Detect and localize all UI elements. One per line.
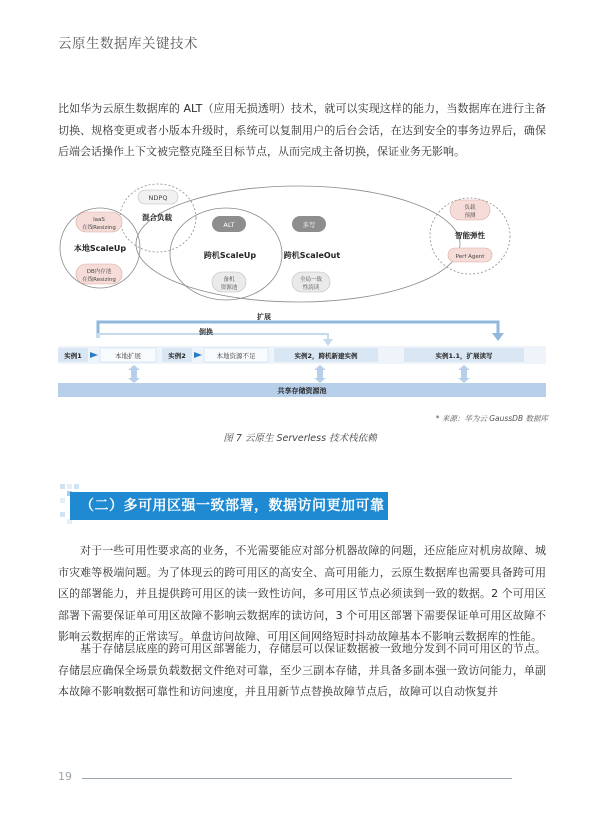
multi-write-label: 多写 (302, 221, 316, 229)
alt-label: ALT (223, 221, 235, 229)
section-heading (58, 480, 388, 526)
instance11-label: 实例1.1，扩展读写 (435, 352, 493, 360)
switch-line (98, 334, 328, 342)
section-title: （二）多可用区强一致部署，数据访问更加可靠 (80, 498, 385, 514)
shared-pool-label: 共享存储资源池 (277, 387, 327, 395)
standby-pool-label: 资源池 (220, 285, 238, 291)
cross-scaleup-label: 跨机ScaleUp (203, 251, 257, 260)
serverless-stack-figure (58, 178, 546, 398)
perf-agent-label: Perf Agent (455, 254, 485, 260)
db-memory-label: DB内存池 (86, 269, 112, 275)
local-scaleup-label: 本地ScaleUp (73, 244, 127, 253)
local-expand-label: 本地扩展 (115, 352, 141, 360)
standby-label: 备机 (223, 277, 235, 283)
iaas-resizing-label: 在线Resizing (82, 225, 116, 231)
figure-caption: 图 7 云原生 Serverless 技术栈依赖 (223, 433, 377, 444)
smart-elastic-label: 智能弹性 (455, 231, 485, 240)
page-number: 19 (58, 770, 72, 783)
cross-scaleout-label: 跨机ScaleOut (283, 251, 341, 260)
paragraph-alt: 比如华为云原生数据库的 ALT（应用无损透明）技术，就可以实现这样的能力，当数据库在进行主备切换、规格变更或者小版本升级时，系统可以复制用户的后台会话，在达到安全的事务边界后，确保后端会话操作上下文被完整克隆至目标节点，从而完成主备切换，保证业务无影响。 (58, 102, 546, 158)
instance1-label: 实例1 (64, 352, 82, 360)
page-header-title: 云原生数据库关键技术 (58, 36, 198, 52)
local-insufficient-label: 本地资源不足 (216, 352, 256, 360)
instance2-label: 实例2 (168, 352, 186, 360)
forecast-label: 预测 (464, 213, 476, 219)
paragraph-multi-az: 对于一些可用性要求高的业务，不光需要能应对部分机器故障的问题，还应能应对机房故障、城市灾难等极端问题。为了体现云的跨可用区的高安全、高可用能力，云原生数据库也需要具备跨可用区的部署能力，并且提供跨可用区的读一致性访问，多可用区节点必须读到一致的数据。2 个可用区部署下需要保证单可用区故障不影响云数据库的读访问，3 个可用区部署下需要保证单可用区故障不影响云数据库的正常读写。单盘访问故障、可用区间网络短时抖动故障基本不影响云数据库的性能。 (58, 544, 546, 643)
load-label: 负载 (464, 205, 476, 211)
iaas-label: IaaS (93, 217, 105, 223)
switch-label: 倒换 (199, 328, 213, 336)
global-consistency-label: 全局一致 (299, 277, 323, 283)
instance2-cross-label: 实例2，跨机新建实例 (294, 352, 358, 360)
expand-line (98, 322, 498, 338)
db-memory-resizing-label: 在线Resizing (82, 277, 116, 283)
figure-source: * 来源：华为云 GaussDB 数据库 (435, 414, 548, 423)
paragraph-storage: 基于存储层底座的跨可用区部署能力，存储层可以保证数据被一致地分发到不同可用区的节点。存储层应确保全场景负载数据文件绝对可靠，至少三副本存储，并具备多副本强一致访问能力，单副本故障不影响数据可靠性和访问速度，并且用新节点替换故障节点后，故障可以自动恢复并 (58, 642, 546, 698)
consistent-read-label: 性読读 (302, 285, 320, 291)
expand-label: 扩展 (257, 313, 271, 321)
footer-divider (82, 778, 512, 779)
mixed-load-label: 混合负载 (142, 213, 172, 222)
ndpq-label: NDPQ (148, 194, 168, 202)
